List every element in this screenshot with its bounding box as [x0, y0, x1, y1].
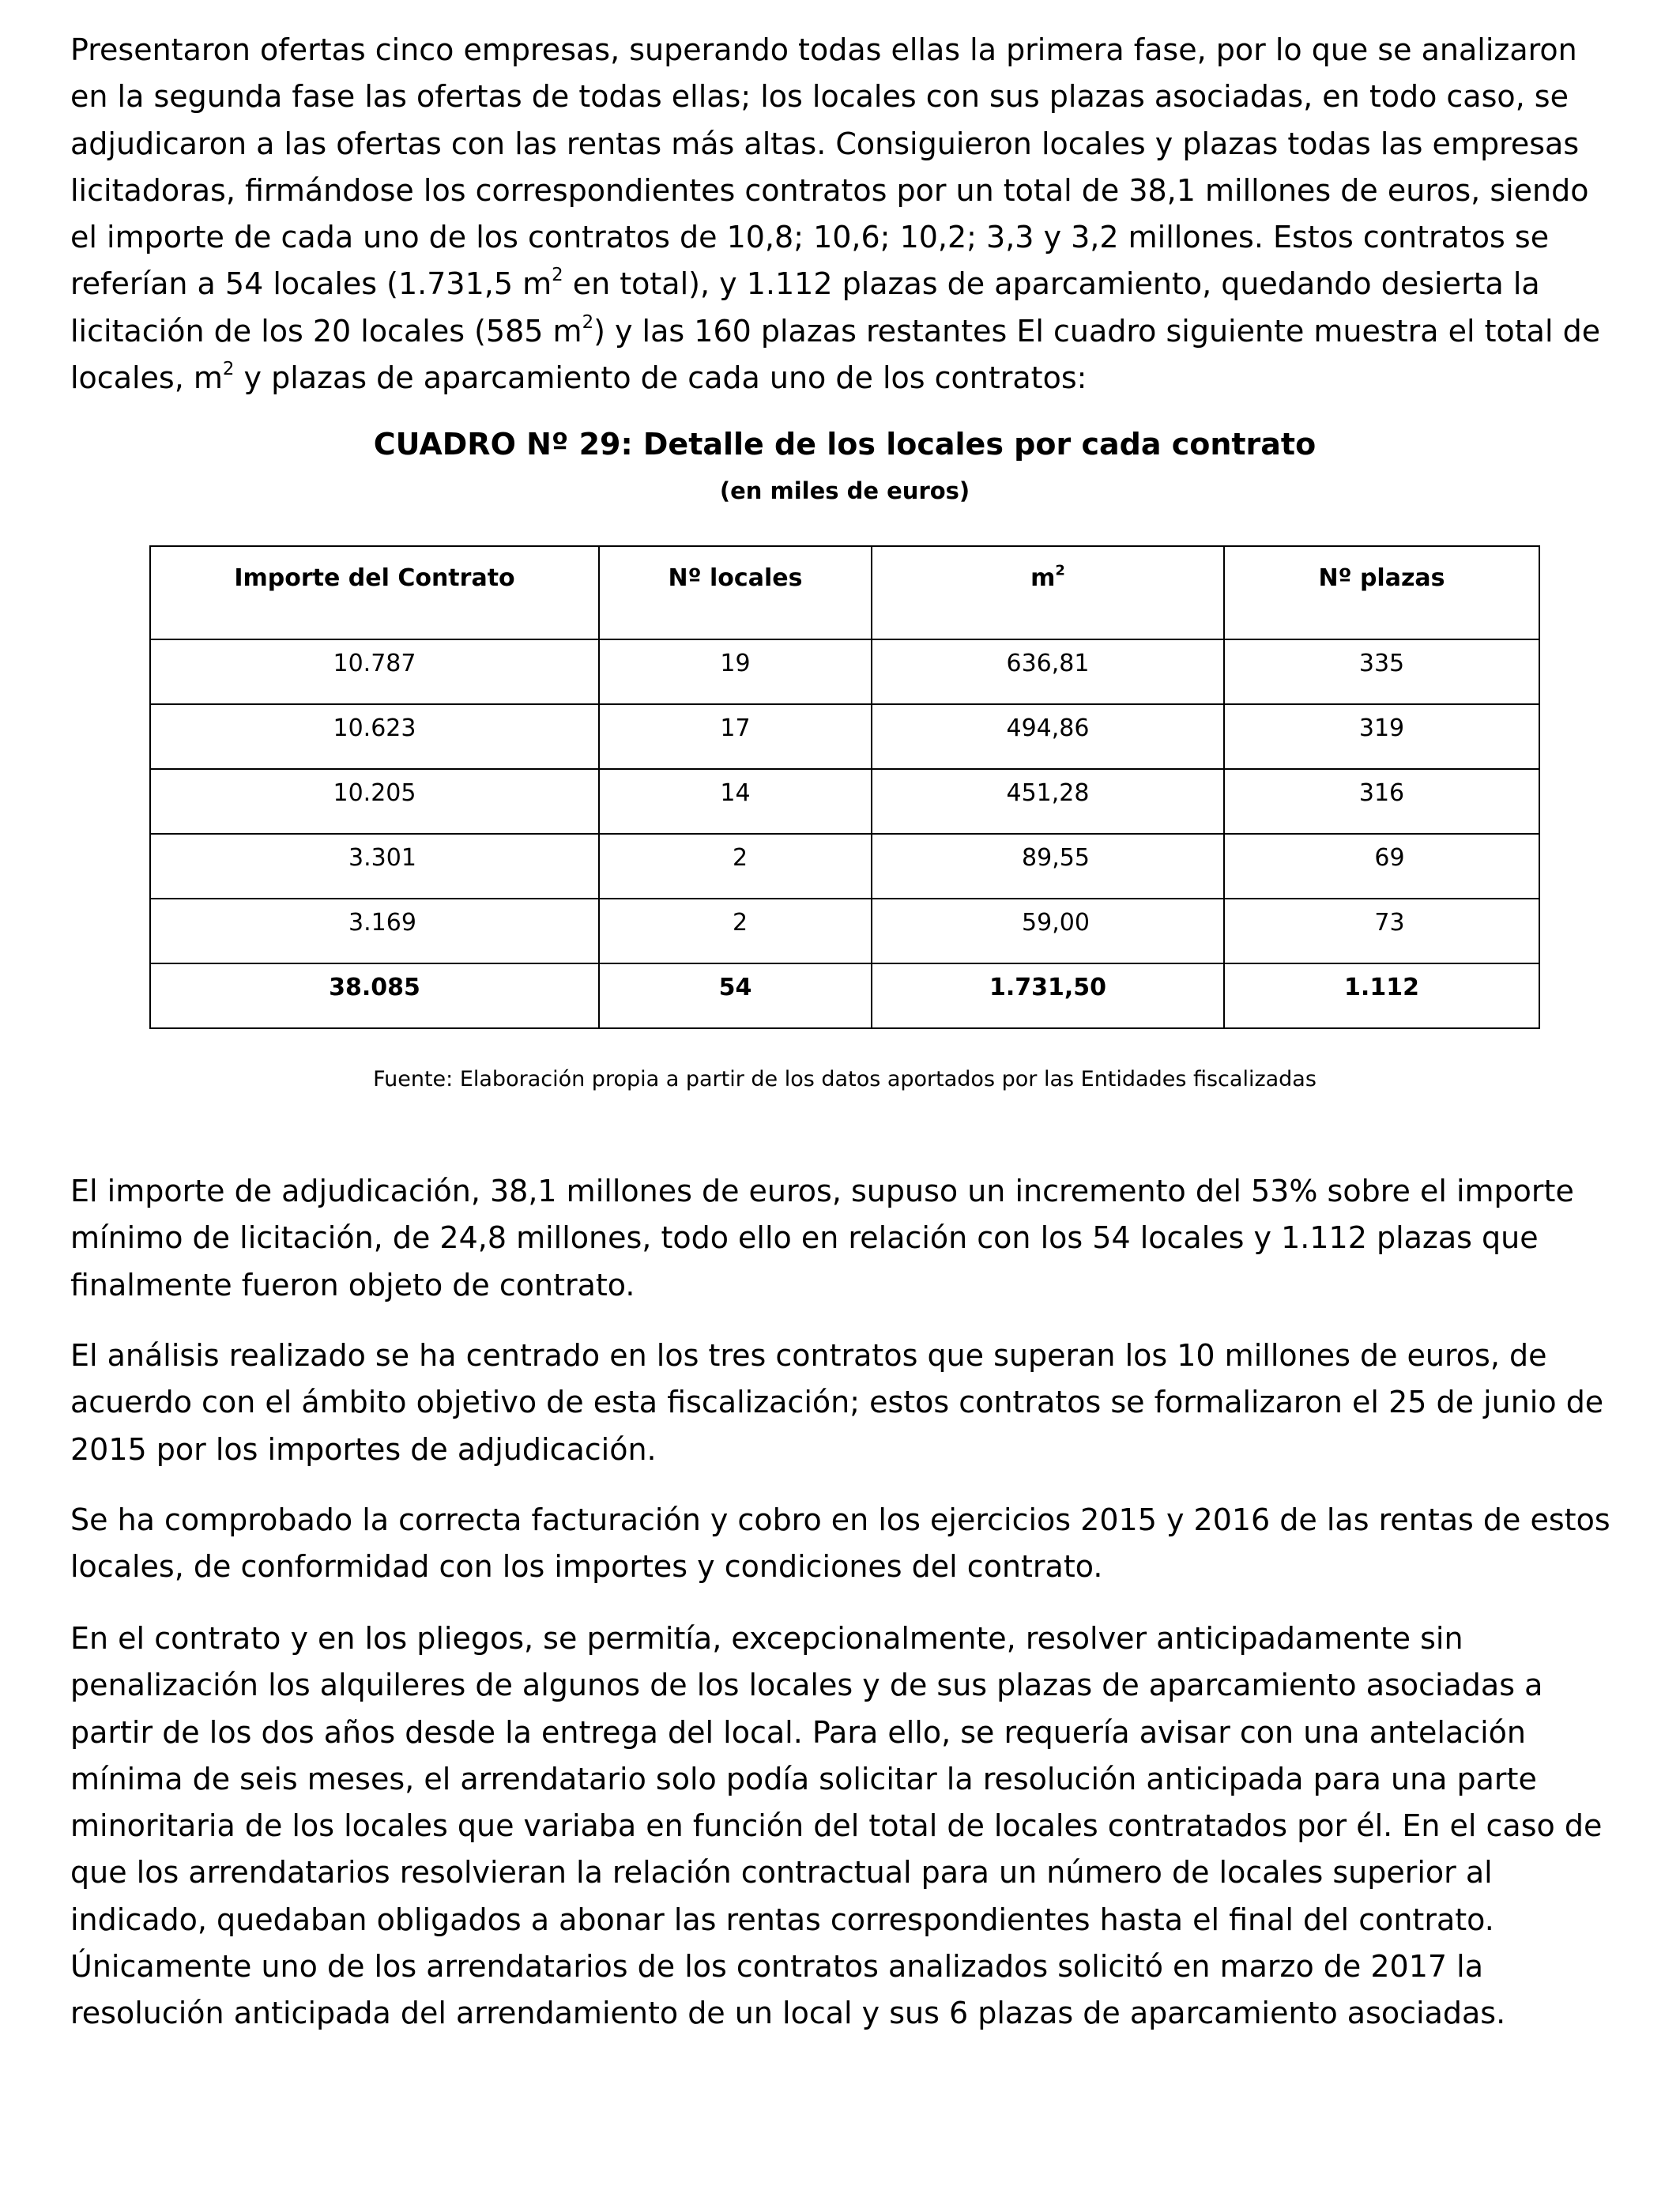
cell-locales: 17 [599, 704, 872, 769]
paragraph-facturacion: Se ha comprobado la correcta facturación y cobro en los ejercicios 2015 y 2016 de las rentas de estos locales, de conformidad con los importes y condiciones del contrato. [70, 1502, 1610, 1585]
cell-m2: 494,86 [872, 704, 1224, 769]
table-row [150, 704, 1539, 769]
header-m2 [872, 546, 1224, 639]
paragraph-intro-part-4: y plazas de aparcamiento de cada uno de los contratos: [234, 360, 1087, 396]
header-locales: Nº locales [599, 546, 872, 639]
paragraph-intro [70, 27, 1619, 401]
superscript-2: 2 [582, 311, 594, 333]
total-locales: 54 [599, 963, 872, 1028]
table-total-row [150, 963, 1539, 1028]
cell-importe: 10.623 [150, 704, 599, 769]
table-subtitle: (en miles de euros) [719, 477, 970, 504]
paragraph-intro-part-3: ) y las 160 plazas restantes El cuadro siguiente muestra el total de locales, m [70, 313, 1601, 396]
cell-locales-value: 2 [732, 844, 748, 872]
cell-plazas-value: 69 [1374, 844, 1405, 872]
paragraph-intro-part-2: en total), y 1.112 plazas de aparcamiento, quedando desierta la licitación de los 20 locales (585 m [70, 266, 1540, 349]
total-importe: 38.085 [150, 963, 599, 1028]
cell-m2 [872, 834, 1224, 899]
cell-plazas: 319 [1224, 704, 1539, 769]
superscript-2: 2 [552, 265, 563, 286]
cell-plazas: 316 [1224, 769, 1539, 834]
header-importe: Importe del Contrato [150, 546, 599, 639]
cell-m2 [872, 899, 1224, 963]
cell-m2: 636,81 [872, 639, 1224, 704]
header-m2-superscript: 2 [1055, 562, 1065, 579]
cell-locales: 19 [599, 639, 872, 704]
cell-m2-value: 59,00 [1022, 909, 1090, 937]
paragraph-adjudicacion: El importe de adjudicación, 38,1 millones de euros, supuso un incremento del 53% sobre el importe mínimo de licitación, de 24,8 millones, todo ello en relación con los 54 locales y 1.112 plazas que finalmente fueron objeto de contrato. [70, 1174, 1574, 1302]
total-plazas: 1.112 [1224, 963, 1539, 1028]
cell-importe-value: 3.301 [348, 844, 416, 872]
table-row [150, 769, 1539, 834]
cell-locales [599, 834, 872, 899]
cell-importe: 10.787 [150, 639, 599, 704]
cell-plazas [1224, 899, 1539, 963]
cell-locales [599, 899, 872, 963]
cell-plazas-value: 73 [1374, 909, 1405, 937]
table-row [150, 899, 1539, 963]
cell-importe [150, 834, 599, 899]
cell-m2: 451,28 [872, 769, 1224, 834]
paragraph-intro-part-1: Presentaron ofertas cinco empresas, superando todas ellas la primera fase, por lo que se analizaron en la segunda fase las ofertas de todas ellas; los locales con sus plazas asociadas, en todo caso, se adjudicaron a las ofertas con las rentas más altas. Consiguieron locales y plazas todas las empresas licitadoras, firmándose los correspondientes contratos por un total de 38,1 millones de euros, siendo el importe de cada uno de los contratos de 10,8; 10,6; 10,2; 3,3 y 3,2 millones. Estos contratos se referían a 54 locales (1.731,5 m [70, 32, 1589, 302]
table-source-note: Fuente: Elaboración propia a partir de los datos aportados por las Entidades fiscalizadas [373, 1067, 1317, 1091]
cell-plazas [1224, 834, 1539, 899]
header-m2-label: m [1030, 564, 1056, 592]
cell-importe: 10.205 [150, 769, 599, 834]
cell-plazas: 335 [1224, 639, 1539, 704]
table-title: CUADRO Nº 29: Detalle de los locales por cada contrato [373, 427, 1317, 462]
table-header-row [150, 546, 1539, 639]
paragraph-analisis: El análisis realizado se ha centrado en los tres contratos que superan los 10 millones de euros, de acuerdo con el ámbito objetivo de esta fiscalización; estos contratos se formalizaron el 25 de junio de 2015 por los importes de adjudicación. [70, 1338, 1604, 1467]
cell-locales: 14 [599, 769, 872, 834]
cell-locales-value: 2 [732, 909, 748, 937]
superscript-2: 2 [222, 358, 235, 379]
table-row [150, 834, 1539, 899]
cell-importe-value: 3.169 [348, 909, 416, 937]
cell-importe [150, 899, 599, 963]
contracts-table [149, 545, 1540, 1029]
paragraph-resolucion: En el contrato y en los pliegos, se permitía, excepcionalmente, resolver anticipadamente sin penalización los alquileres de algunos de los locales y de sus plazas de aparcamiento asociadas a partir de los dos años desde la entrega del local. Para ello, se requería avisar con una antelación mínima de seis meses, el arrendatario solo podía solicitar la resolución anticipada para una parte minoritaria de los locales que variaba en función del total de locales contratados por él. En el caso de que los arrendatarios resolvieran la relación contractual para un número de locales superior al indicado, quedaban obligados a abonar las rentas correspondientes hasta el final del contrato. Únicamente uno de los arrendatarios de los contratos analizados solicitó en marzo de 2017 la resolución anticipada del arrendamiento de un local y sus 6 plazas de aparcamiento asociadas. [70, 1621, 1603, 2031]
cell-m2-value: 89,55 [1022, 844, 1090, 872]
header-plazas: Nº plazas [1224, 546, 1539, 639]
total-m2: 1.731,50 [872, 963, 1224, 1028]
table-row [150, 639, 1539, 704]
